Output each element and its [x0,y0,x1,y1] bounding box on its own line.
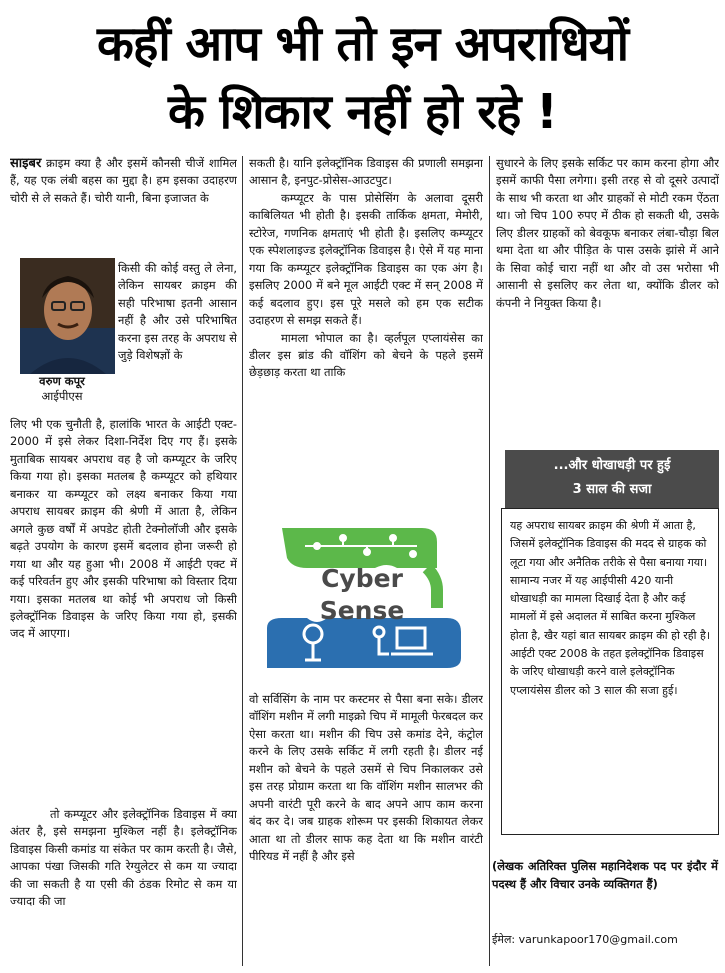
article-text: लिए भी एक चुनौती है, हालांकि भारत के आईटी एक्ट- 2000 में इसे लेकर दिशा-निर्देश दिए गए हैं। इसके मुताबिक सायबर अपराध वह है जो कम्प्यूटर के जरिए किया गया हो। इसका मतलब है कम्प्यूटर को हथियार बनाकर या कम्प्यूटर को लक्ष्य बनाकर किया गया अपराध सायबर क्राइम की श्रेणी में आता है, लेकिन अगले कुछ वर्षों में अपडेट होती टेक्नोलॉजी और इसके बढ़ते उपयोग के कारण इसमें बदलाव होना जरूरी हो गया था और यह हुआ भी। 2008 में आईटी एक्ट में कई परिवर्तन हुए और इसकी परिभाषा को विस्तार दिया गया। इसका मतलब था कोई भी अपराध जो किसी इलेक्ट्रॉनिक डिवाइस के जरिए किया गया हो, इसकी जद में आएगा। [10,417,237,641]
article-text: कम्प्यूटर के पास प्रोसेसिंग के अलावा दूसरी काबिलियत भी होती है। इसकी तार्किक क्षमता, मेमोरी, स्टोरेज, गणनिक क्षमताएं भी होती है। इसलिए कम्प्यूटर एक स्पेशलाइज्ड इलेक्ट्रॉनिक डिवाइस है। ऐसे में यह माना गया कि कम्प्यूटर इलेक्ट्रॉनिक डिवाइस का एक अंग है। इसलिए 2000 में बने मूल आईटी एक्ट में सन् 2008 में कई बदलाव हुए। इस पूरे मसले को हम एक सटीक उदाहरण से समझ सकते हैं। [249,190,483,328]
article-text: किसी की कोई वस्तु ले लेना, लेकिन सायबर क्राइम की सही परिभाषा इतनी आसान नहीं है और उसे परिभाषित करना इस तरह के अपराध से जुड़े विशेषज्ञों के [118,261,237,363]
sidebar-box-title [505,450,719,508]
author-caption [10,374,114,404]
article-text: मामला भोपाल का है। व्हर्लपूल एप्लायंसेस का डीलर इस ब्रांड की वॉशिंग को बेचने के पहले इसमें छेड़छाड़ करता था ताकि [249,330,483,380]
article-col1-top [10,155,237,259]
headline [0,0,725,152]
article-col2-top [249,155,483,505]
graphic-word-cyber: Cyber [321,564,403,593]
author-name: वरुण कपूर [39,374,85,388]
email-address: varunkapoor170@gmail.com [518,933,678,946]
sidebar-box [501,508,719,835]
cyber-sense-graphic [247,508,487,680]
column-divider [489,156,490,966]
sidebar-title-line-1: ...और धोखाधड़ी पर हुई [553,458,671,473]
article-col1-bottom [10,416,237,802]
author-note: (लेखक अतिरिक्त पुलिस महानिदेशक पद पर इंदौर में पदस्थ हैं और विचार उनके व्यक्तिगत हैं) [492,859,718,891]
graphic-word-sense: Sense [319,596,405,625]
sidebar-title-line-2: 3 साल की सजा [572,482,652,497]
author-title: आईपीएस [41,389,83,403]
article-text: तो कम्प्यूटर और इलेक्ट्रॉनिक डिवाइस में क्या अंतर है, इसे समझना मुश्किल नहीं है। इलेक्ट्रॉनिक डिवाइस किसी कमांड या संकेत पर काम करती है। जैसे, आपका पंखा जिसकी गति रेग्युलेटर से कम या ज्यादा की जा सकती है या एसी की ठंडक रिमोट से कम या ज्यादा की जा [10,807,237,909]
article-text: सकती है। यानि इलेक्ट्रॉनिक डिवाइस की प्रणाली समझना आसान है, इनपुट-प्रोसेस-आउटपुट। [249,156,483,188]
article-col3 [496,155,719,425]
email-label: ईमेल: [492,933,516,946]
lead-word: साइबर [10,156,42,171]
article-text: सुधारने के लिए इसके सर्किट पर काम करना होगा और इसमें काफी पैसा लगेगा। इसी तरह से वो दूसरे उत्पादों के साथ भी करता था और ग्राहकों से मोटी रकम ऐंठता था। जो चिप 100 रुपए में ठीक हो सकती थी, उसके लिए डीलर ग्राहकों को बेवकूफ बनाकर लंबा-चौड़ा बिल थमा देता था और पीड़ित के पास उसके झांसे में आने के सिवा कोई चारा नहीं था और वो उस भरोसा भी आसानी से इसलिए कर लेता था, क्योंकि डीलर को कंपनी ने नियुक्त किया है। [496,156,719,310]
headline-line-2: के शिकार नहीं हो रहे ! [168,84,557,140]
article-col2-bottom [249,691,483,963]
column-divider [242,156,243,966]
email-line [492,932,722,947]
author-photo [20,258,115,374]
article-col1-wrap [118,260,237,415]
article-col1-end [10,806,237,964]
sidebar-text: यह अपराध सायबर क्राइम की श्रेणी में आता है, जिसमें इलेक्ट्रॉनिक डिवाइस की मदद से ग्राहक को लूटा गया और अनैतिक तरीके से पैसा बनाया गया। सामान्य नजर में यह आईपीसी 420 यानी धोखाधड़ी का मामला दिखाई देता है और कई मामलों में इसे अदालत में साबित करना मुश्किल होता है, खैर यहां बात सायबर क्राइम की हो रही है। आईटी एक्ट 2008 के तहत इलेक्ट्रॉनिक डिवाइस के जरिए धोखाधड़ी करने वाले इलेक्ट्रॉनिक एप्लायंसेस डीलर को 3 साल की सजा हुई। [510,519,710,697]
article-text: क्राइम क्या है और इसमें कौनसी चीजें शामिल हैं, यह एक लंबी बहस का मुद्दा है। हम इसका उदाहरण चोरी से ले सकते हैं। चोरी यानी, बिना इजाजत के [10,156,237,205]
article-text: वो सर्विसिंग के नाम पर कस्टमर से पैसा बना सके। डीलर वॉशिंग मशीन में लगी माइक्रो चिप में मामूली फेरबदल कर ऐसा करता था। मशीन की चिप उसे कमांड देने, कंट्रोल करने के लिए उसके सर्किट में लगी रहती है। डीलर नई मशीन को बेचने के पहले उसमें से चिप निकालकर उसे इस तरह प्रोग्राम करता था कि वॉशिंग मशीन सालभर की अपनी वारंटी पूरी करने के बाद अपने आप काम करना बंद कर दे। जब ग्राहक शोरूम पर इसकी शिकायत लेकर आता था तो डीलर साफ कह देता था कि मशीन वारंटी पीरियड में नहीं है और इसे [249,692,483,864]
headline-line-1: कहीं आप भी तो इन अपराधियों [96,16,629,72]
